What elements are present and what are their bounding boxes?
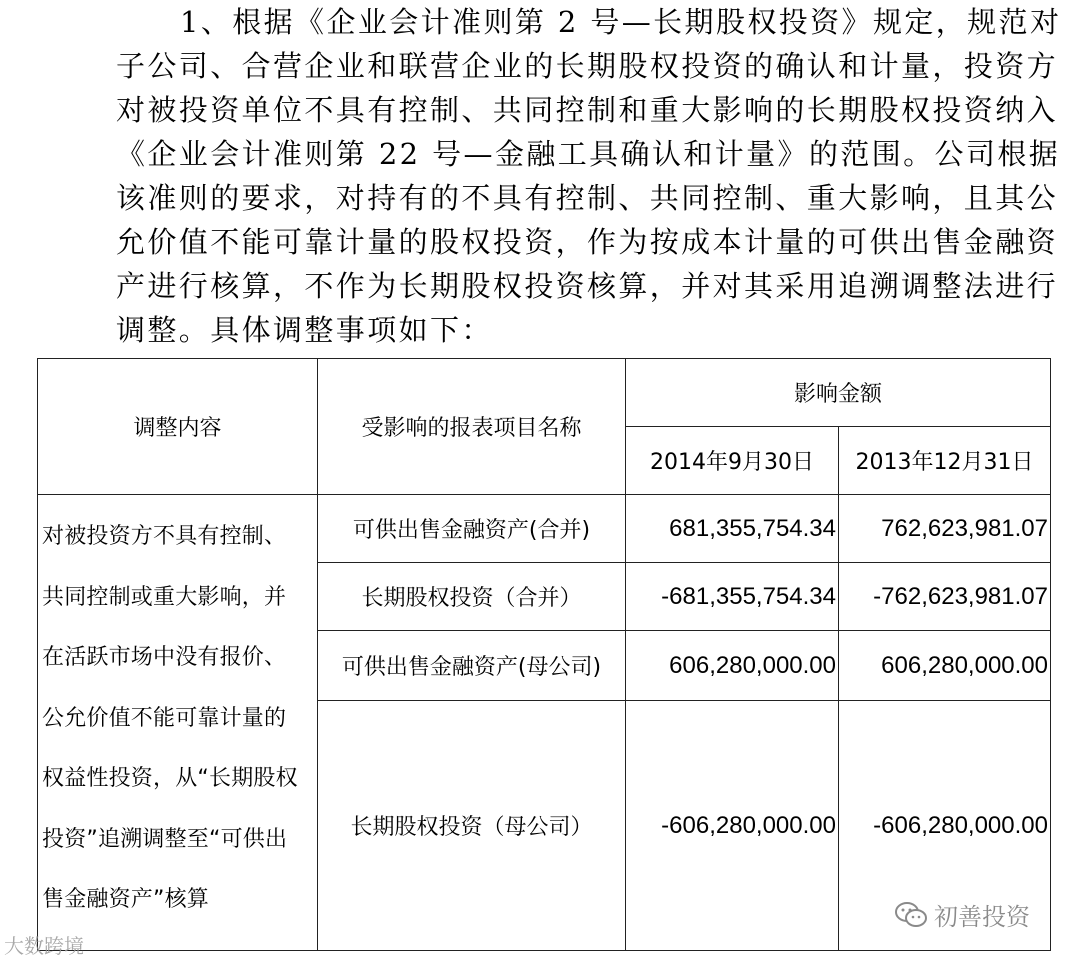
value-2014-cell: 606,280,000.00 (626, 631, 839, 701)
item-name-cell: 长期股权投资（母公司） (318, 701, 626, 951)
description-line: 在活跃市场中没有报价、 (42, 645, 287, 670)
value-2014-cell: -606,280,000.00 (626, 701, 839, 951)
item-name-cell: 可供出售金融资产(合并) (318, 495, 626, 563)
description-line: 投资”追溯调整至“可供出 (42, 826, 288, 852)
value-2014-cell: 681,355,754.34 (626, 495, 839, 563)
header-adjustment: 调整内容 (38, 359, 318, 495)
value-2013-cell: -762,623,981.07 (839, 563, 1051, 631)
value-2013-cell: 606,280,000.00 (839, 631, 1051, 701)
value-2013-cell: 762,623,981.07 (839, 495, 1051, 563)
header-date-2013: 2013年12月31日 (839, 427, 1051, 495)
description-line: 对被投资方不具有控制、 (42, 524, 287, 549)
item-name-cell: 长期股权投资（合并） (318, 563, 626, 631)
wechat-icon (894, 901, 928, 929)
watermark-left-text: 大数跨境 (4, 934, 84, 958)
watermark-left (4, 930, 84, 959)
watermark-right-text: 初善投资 (934, 903, 1030, 931)
paragraph-line: 子公司、合营企业和联营企业的长期股权投资的确认和计量，投资方 (116, 49, 1059, 83)
paragraph-line: 该准则的要求，对持有的不具有控制、共同控制、重大影响，且其公 (116, 181, 1059, 215)
table-header-row (38, 359, 1051, 427)
item-name-cell: 可供出售金融资产(母公司) (318, 631, 626, 701)
paragraph-line: 允价值不能可靠计量的股权投资，作为按成本计量的可供出售金融资 (116, 225, 1059, 259)
value-2013-cell: -606,280,000.00 (839, 701, 1051, 951)
adjustment-description (38, 495, 318, 951)
header-item-name: 受影响的报表项目名称 (318, 359, 626, 495)
description-line: 权益性投资，从“长期股权 (42, 766, 298, 791)
description-line: 共同控制或重大影响，并 (42, 584, 287, 610)
description-line: 公允价值不能可靠计量的 (42, 705, 287, 731)
paragraph-line: 调整。具体调整事项如下： (116, 313, 493, 347)
header-date-2014: 2014年9月30日 (626, 427, 839, 495)
intro-paragraph (116, 0, 1062, 352)
table-row (38, 495, 1051, 563)
description-line: 售金融资产”核算 (42, 887, 209, 912)
paragraph-line: 产进行核算，不作为长期股权投资核算，并对其采用追溯调整法进行 (116, 269, 1059, 303)
value-2014-cell: -681,355,754.34 (626, 563, 839, 631)
watermark-wechat (894, 897, 1030, 932)
adjustment-table (37, 358, 1051, 951)
header-impact: 影响金额 (626, 359, 1051, 427)
paragraph-line: 《企业会计准则第 22 号—金融工具确认和计量》的范围。公司根据 (116, 137, 1061, 171)
paragraph-line: 对被投资单位不具有控制、共同控制和重大影响的长期股权投资纳入 (116, 93, 1059, 127)
paragraph-line: 1、根据《企业会计准则第 2 号—长期股权投资》规定，规范对 (180, 5, 1062, 39)
